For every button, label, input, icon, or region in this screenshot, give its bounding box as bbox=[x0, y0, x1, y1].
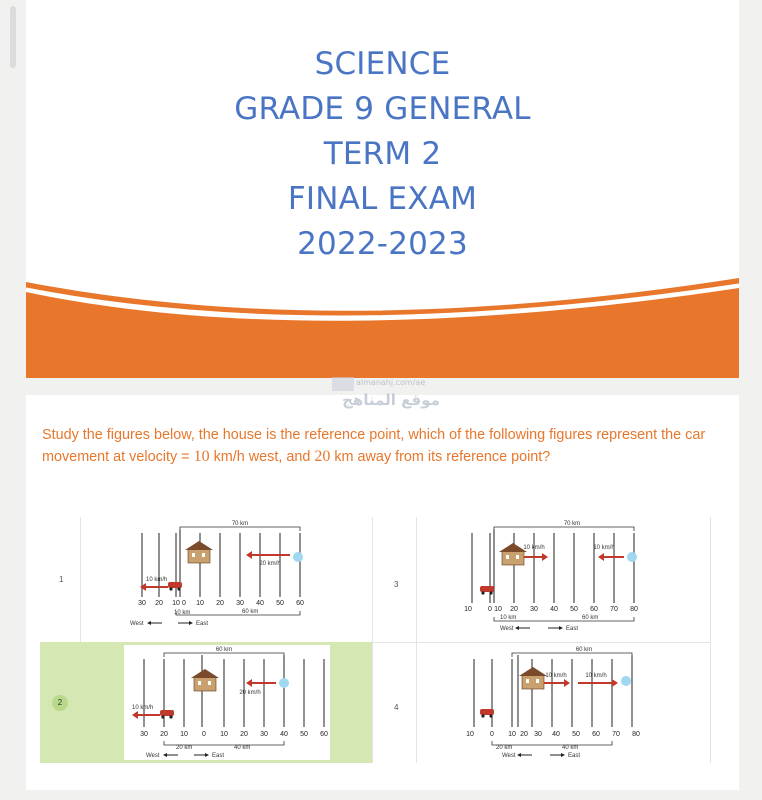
option-1-number: 1 bbox=[59, 575, 64, 584]
tick-label: 30 bbox=[260, 731, 268, 738]
tick-label: 60 bbox=[590, 606, 598, 613]
grid-divider bbox=[372, 642, 710, 643]
option-3-west: West bbox=[500, 626, 514, 632]
tick-label: 50 bbox=[570, 606, 578, 613]
grid-divider bbox=[80, 517, 81, 642]
tick-label: 20 bbox=[510, 606, 518, 613]
house-icon bbox=[519, 667, 547, 689]
tick-label: 30 bbox=[138, 600, 146, 607]
tick-label: 10 bbox=[180, 731, 188, 738]
option-3-car-velocity: 10 km/h bbox=[523, 545, 545, 551]
watermark-logo-icon bbox=[332, 377, 354, 391]
tick-label: 30 bbox=[140, 731, 148, 738]
question-part2: km/h west, and bbox=[209, 449, 315, 465]
title-block bbox=[26, 42, 739, 267]
car-icon bbox=[168, 582, 182, 591]
tick-label: 50 bbox=[572, 731, 580, 738]
option-2-diagram bbox=[124, 645, 330, 760]
house-icon bbox=[185, 541, 213, 563]
grid-divider bbox=[710, 517, 711, 763]
option-3-diagram bbox=[464, 519, 674, 635]
tick-label: 50 bbox=[300, 731, 308, 738]
vehicle-blur-icon bbox=[621, 676, 631, 686]
grid-divider bbox=[416, 517, 417, 763]
option-4-bottom-right: 40 km bbox=[562, 745, 579, 751]
option-2-east: East bbox=[212, 753, 225, 759]
question-slide bbox=[26, 378, 739, 790]
tick-label: 40 bbox=[550, 606, 558, 613]
option-4-diagram bbox=[466, 645, 676, 761]
tick-label: 30 bbox=[534, 731, 542, 738]
option-2-selected[interactable] bbox=[40, 642, 372, 763]
tick-label: 40 bbox=[256, 600, 264, 607]
option-3-other-velocity: 10 km/h bbox=[593, 545, 615, 551]
scrollbar[interactable] bbox=[10, 6, 16, 68]
tick-label: 60 bbox=[320, 731, 328, 738]
tick-label: 30 bbox=[530, 606, 538, 613]
title-line-subject: SCIENCE bbox=[314, 46, 451, 82]
tick-label: 20 bbox=[216, 600, 224, 607]
car-icon bbox=[480, 709, 494, 718]
option-2-other-velocity: 20 km/h bbox=[239, 690, 261, 696]
watermark-text: موقع المناهج bbox=[342, 391, 440, 409]
tick-label: 60 bbox=[592, 731, 600, 738]
tick-label: 10 bbox=[508, 731, 516, 738]
option-4-car-velocity: 10 km/h bbox=[545, 673, 567, 679]
option-4-figure[interactable] bbox=[466, 645, 676, 766]
tick-label: 40 bbox=[552, 731, 560, 738]
question-velocity-value: 10 bbox=[193, 448, 210, 465]
option-3-figure[interactable] bbox=[464, 519, 674, 640]
option-4-east: East bbox=[568, 753, 581, 759]
tick-label: 80 bbox=[630, 606, 638, 613]
tick-label: 20 bbox=[160, 731, 168, 738]
vehicle-blur-icon bbox=[627, 552, 637, 562]
vehicle-blur-icon bbox=[279, 678, 289, 688]
option-1-bottom-right: 60 km bbox=[242, 609, 259, 615]
option-4-bottom-left: 20 km bbox=[496, 745, 513, 751]
grid-divider bbox=[372, 517, 373, 763]
option-3-top-span: 70 km bbox=[563, 521, 581, 527]
title-slide bbox=[26, 0, 739, 378]
option-2-top-span: 60 km bbox=[215, 647, 233, 653]
tick-label: 70 bbox=[610, 606, 618, 613]
option-1-other-velocity: 20 km/h bbox=[259, 561, 281, 567]
tick-label: 70 bbox=[612, 731, 620, 738]
tick-label: 80 bbox=[632, 731, 640, 738]
tick-label: 10 bbox=[196, 600, 204, 607]
title-line-year: 2022-2023 bbox=[297, 226, 468, 262]
question-text bbox=[42, 425, 732, 468]
watermark bbox=[326, 377, 456, 425]
option-3-bottom-left: 10 km bbox=[500, 615, 517, 621]
title-line-term: TERM 2 bbox=[323, 136, 442, 172]
tick-label: 10 bbox=[172, 600, 180, 607]
tick-label: 0 bbox=[488, 606, 492, 613]
option-2-bottom-left: 20 km bbox=[176, 745, 193, 751]
tick-label: 20 bbox=[240, 731, 248, 738]
tick-label: 0 bbox=[202, 731, 206, 738]
option-2-bottom-right: 40 km bbox=[234, 745, 251, 751]
option-1-east: East bbox=[196, 621, 209, 627]
option-4-west: West bbox=[502, 753, 516, 759]
option-4-top-span: 60 km bbox=[575, 647, 593, 653]
option-4-number: 4 bbox=[394, 703, 399, 712]
option-2-car-velocity: 10 km/h bbox=[132, 705, 154, 711]
tick-label: 20 bbox=[155, 600, 163, 607]
title-line-exam: FINAL EXAM bbox=[287, 181, 478, 217]
tick-label: 0 bbox=[182, 600, 186, 607]
option-3-bottom-right: 60 km bbox=[582, 615, 599, 621]
tick-label: 20 bbox=[520, 731, 528, 738]
title-line-grade: GRADE 9 GENERAL bbox=[234, 91, 531, 127]
tick-label: 0 bbox=[490, 731, 494, 738]
question-part3: km away from its reference point? bbox=[330, 449, 551, 465]
tick-label: 10 bbox=[494, 606, 502, 613]
question-distance-value: 20 bbox=[314, 448, 331, 465]
option-1-car-velocity: 10 km/h bbox=[146, 577, 168, 583]
option-4-other-velocity: 10 km/h bbox=[585, 673, 607, 679]
watermark-url: almanahj.com/ae bbox=[356, 378, 426, 387]
option-3-number: 3 bbox=[394, 580, 399, 589]
option-1-diagram bbox=[122, 519, 332, 635]
car-icon bbox=[480, 586, 494, 595]
option-2-figure bbox=[124, 645, 330, 760]
house-icon bbox=[191, 669, 219, 691]
tick-label: 50 bbox=[276, 600, 284, 607]
option-1-west: West bbox=[130, 621, 144, 627]
option-1-bottom-left: 10 km bbox=[174, 610, 191, 616]
tick-label: 10 bbox=[220, 731, 228, 738]
option-2-west: West bbox=[146, 753, 160, 759]
option-1-top-span: 70 km bbox=[231, 521, 249, 527]
orange-wave-decoration bbox=[26, 270, 739, 378]
tick-label: 40 bbox=[280, 731, 288, 738]
tick-label: 30 bbox=[236, 600, 244, 607]
option-2-number: 2 bbox=[52, 695, 68, 711]
question-part1: Study the figures below, the house is the reference point, which of the following figures represent the car movement at velocity = bbox=[42, 427, 706, 465]
tick-label: 10 bbox=[464, 606, 472, 613]
tick-label: 10 bbox=[466, 731, 474, 738]
option-1-figure[interactable] bbox=[122, 519, 332, 640]
tick-label: 60 bbox=[296, 600, 304, 607]
option-3-east: East bbox=[566, 626, 579, 632]
vehicle-blur-icon bbox=[293, 552, 303, 562]
car-icon bbox=[160, 710, 174, 719]
